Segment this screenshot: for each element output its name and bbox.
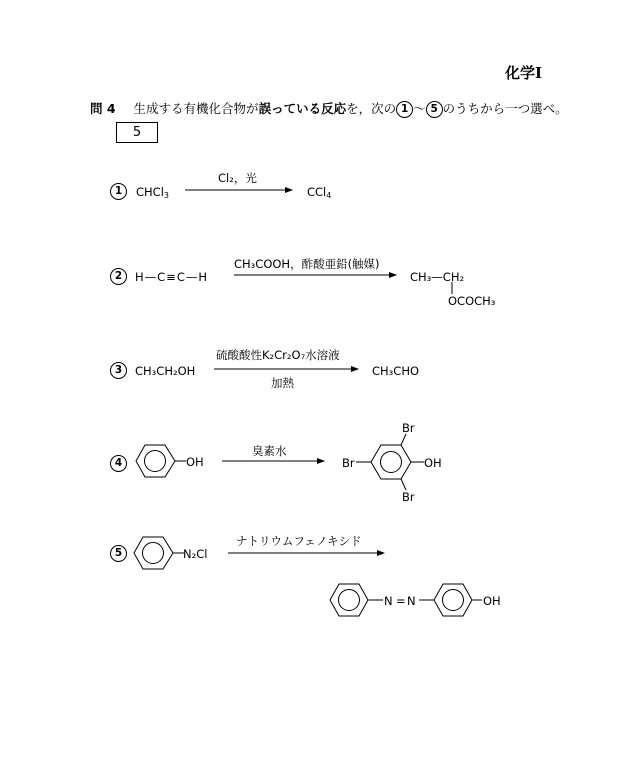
reaction-2-reactant: H—C≡C—H [135, 270, 208, 284]
range-tilde: 〜 [413, 101, 426, 116]
reaction-4-br-top: Br [402, 421, 415, 435]
reaction-2-condition: CH₃COOH，酢酸亜鉛(触媒) [234, 257, 380, 271]
reaction-4-br-bottom: Br [402, 490, 415, 504]
reaction-2-product-bottom: OCOCH₃ [448, 294, 496, 308]
question-text-before: 生成する有機化合物が [133, 101, 259, 116]
reaction-1-condition: Cl₂，光 [218, 171, 257, 185]
range-start-circle: 1 [396, 101, 413, 118]
option-number-2[interactable]: 2 [110, 268, 127, 285]
question-text-bold: 誤っている反応 [258, 101, 347, 116]
reaction-5-n2: N [407, 594, 416, 608]
option-number-3[interactable]: 3 [110, 362, 127, 379]
range-end-circle: 5 [426, 101, 443, 118]
reaction-5-double-bond: = [396, 594, 406, 608]
reaction-5-product-oh: OH [483, 594, 501, 608]
option-number-1[interactable]: 1 [110, 183, 127, 200]
reaction-4-condition: 臭素水 [252, 444, 287, 458]
option-number-4[interactable]: 4 [110, 455, 127, 472]
option-number-5[interactable]: 5 [110, 545, 127, 562]
reaction-1-product: CCl$_4$ [307, 185, 332, 200]
question-text-after-1: を，次の [346, 101, 397, 116]
answer-box[interactable]: 5 [116, 122, 158, 143]
reaction-4-benzene-ring [136, 445, 186, 477]
question-number: 問 4 [90, 101, 116, 116]
reaction-5-product-ring-right [419, 584, 482, 616]
reaction-4-product-ring [356, 434, 424, 490]
reaction-3-product: CH₃CHO [372, 364, 420, 378]
reaction-5-reactant-n2cl: N₂Cl [183, 547, 208, 561]
reaction-1-reactant: CHCl$_3$ [136, 185, 169, 200]
reaction-3-reactant: CH₃CH₂OH [135, 364, 196, 378]
reaction-4-reactant-oh: OH [186, 455, 204, 469]
reaction-3-condition-top: 硫酸酸性K₂Cr₂O₇水溶液 [216, 348, 340, 362]
reaction-5-benzene-ring [134, 537, 184, 569]
reaction-4-product-oh: OH [424, 456, 442, 470]
reaction-5-n1: N [384, 594, 393, 608]
question-text-after-2: のうちから一つ選べ。 [442, 101, 568, 116]
reaction-5-product-ring-left [330, 584, 383, 616]
reaction-3-condition-bottom: 加熱 [271, 376, 294, 390]
reaction-5-condition: ナトリウムフェノキシド [236, 534, 362, 548]
reaction-4-br-left: Br [342, 456, 355, 470]
reaction-2-product-top: CH₃—CH₂ [410, 270, 465, 284]
subject-title: 化学Ⅰ [504, 64, 542, 82]
